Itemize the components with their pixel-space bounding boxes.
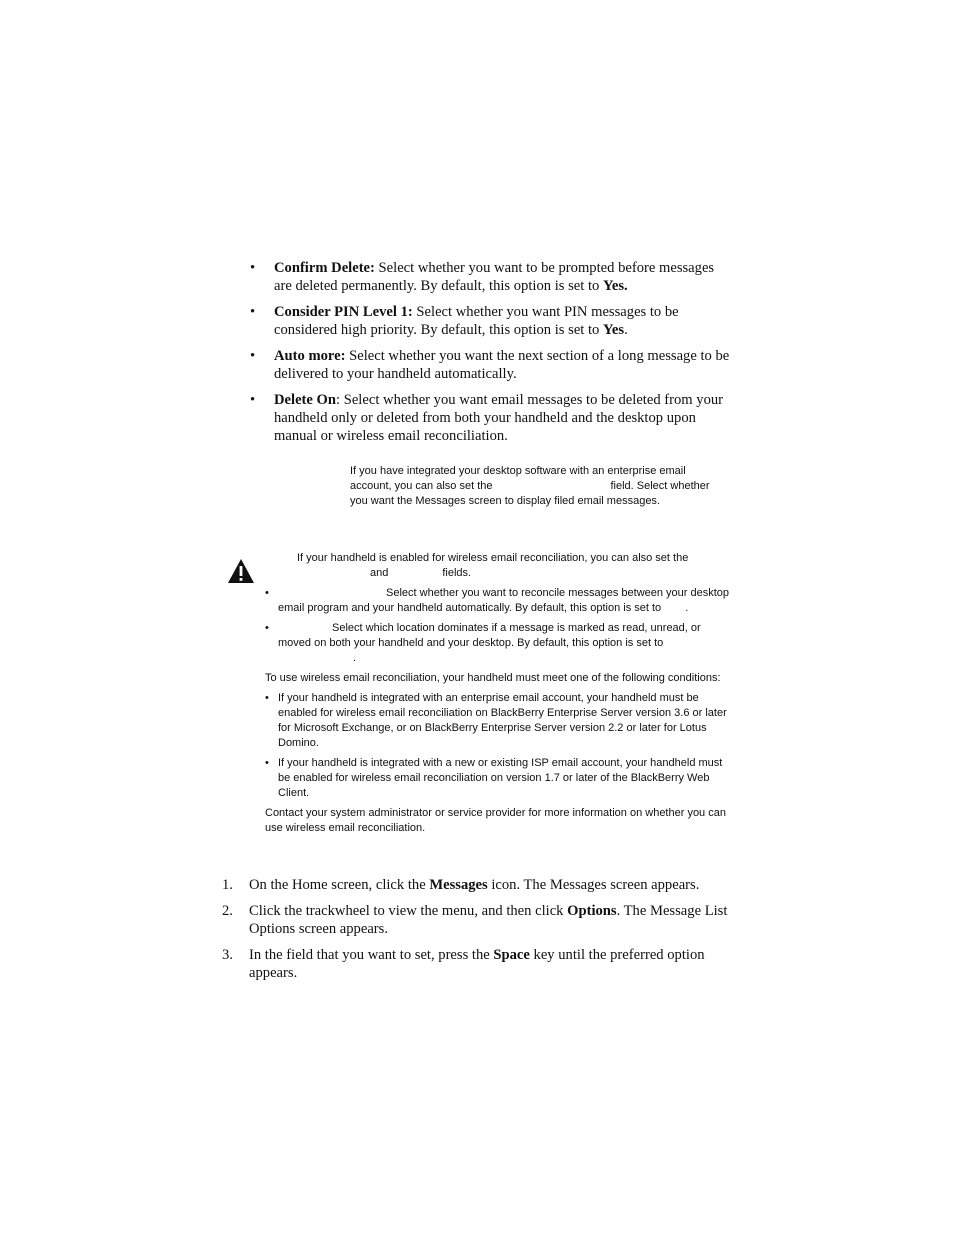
warning-intro-and: and: [370, 567, 389, 579]
list-item: [250, 259, 730, 295]
bullet-icon: •: [265, 622, 269, 634]
step-bold: Space: [493, 947, 530, 963]
list-item: [265, 691, 733, 751]
option-text: : Select whether you want email messages to be deleted from your handheld only or deleted from both your handheld and the desktop upon manual or wireless email reconciliation.: [274, 392, 724, 444]
list-item: [250, 303, 730, 339]
bullet-icon: •: [250, 304, 256, 320]
option-text: Select whether you want PIN messages to be considered high priority. By default, this option is set to: [274, 304, 679, 338]
note-part-1: If you have integrated your desktop software with an enterprise email account, you can also set the: [350, 465, 686, 492]
step-item: [222, 902, 732, 938]
option-term: Confirm Delete:: [274, 260, 375, 276]
step-text: icon. The Messages screen appears.: [487, 877, 700, 893]
warning-intro: [265, 551, 733, 581]
step-bold: Messages: [429, 877, 488, 893]
list-item: [265, 586, 733, 616]
step-text: In the field that you want to set, press the: [249, 947, 494, 963]
option-end: .: [624, 322, 628, 338]
step-bold: Options: [567, 903, 617, 919]
step-text: . The Message List Options screen appears.: [249, 903, 728, 937]
step-item: [222, 876, 732, 894]
list-item: [265, 756, 733, 801]
note-part-2: field. Select whether you want the Messages screen to display filed email messages.: [350, 480, 710, 507]
step-text: key until the preferred option appears.: [249, 947, 705, 981]
bullet-icon: •: [265, 757, 269, 769]
option-term: Delete On: [274, 392, 337, 408]
bullet-icon: •: [265, 692, 269, 704]
note-text: [350, 464, 730, 509]
requirement-text: If your handheld is integrated with an enterprise email account, your handheld must be enabled for wireless email reconciliation on BlackBerry Enterprise Server version 3.6 or later for Microsoft Exchange, or on BlackBerry Enterprise Server version 2.2 or later for Lotus Domino.: [278, 692, 727, 749]
option-term: Consider PIN Level 1:: [274, 304, 413, 320]
sub-bullet-text: Select whether you want to reconcile messages between your desktop email program and your handheld automatically. By default, this option is set to: [278, 587, 730, 614]
sub-bullet-text: Select which location dominates if a message is marked as read, unread, or moved on both your handheld and your desktop. By default, this option is set to: [278, 622, 701, 649]
list-item: [265, 621, 733, 666]
warning-block: [265, 551, 733, 841]
bullet-icon: •: [265, 587, 269, 599]
option-text: Select whether you want to be prompted before messages are deleted permanently. By default, this option is set to: [274, 260, 715, 294]
warning-triangle-icon: [227, 558, 255, 584]
requirements-intro: To use wireless email reconciliation, your handheld must meet one of the following conditions:: [265, 672, 721, 684]
option-text: Select whether you want the next section of a long message to be delivered to your handheld automatically.: [274, 348, 730, 382]
contact-text: Contact your system administrator or service provider for more information on whether you can use wireless email reconciliation.: [265, 807, 726, 834]
bullet-icon: •: [250, 392, 256, 408]
step-number: 3.: [222, 947, 233, 963]
option-value: Yes: [603, 322, 625, 338]
step-number: 1.: [222, 877, 233, 893]
sub-bullet-end: .: [685, 602, 689, 614]
step-number: 2.: [222, 903, 233, 919]
sub-bullet-end: .: [353, 652, 357, 664]
warning-intro-text: If your handheld is enabled for wireless email reconciliation, you can also set the: [297, 552, 689, 564]
step-text: On the Home screen, click the: [249, 877, 430, 893]
list-item: [250, 391, 730, 445]
requirement-text: If your handheld is integrated with a new or existing ISP email account, your handheld must be enabled for wireless email reconciliation on version 1.7 or later of the BlackBerry Web Client.: [278, 757, 723, 799]
step-text: Click the trackwheel to view the menu, and then click: [249, 903, 568, 919]
bullet-icon: •: [250, 348, 256, 364]
step-item: [222, 946, 732, 982]
list-item: [250, 347, 730, 383]
options-list: [250, 259, 730, 453]
warning-intro-fields: fields.: [442, 567, 472, 579]
option-term: Auto more:: [274, 348, 346, 364]
option-value: Yes.: [602, 278, 628, 294]
bullet-icon: •: [250, 260, 256, 276]
steps-list: [222, 876, 732, 990]
